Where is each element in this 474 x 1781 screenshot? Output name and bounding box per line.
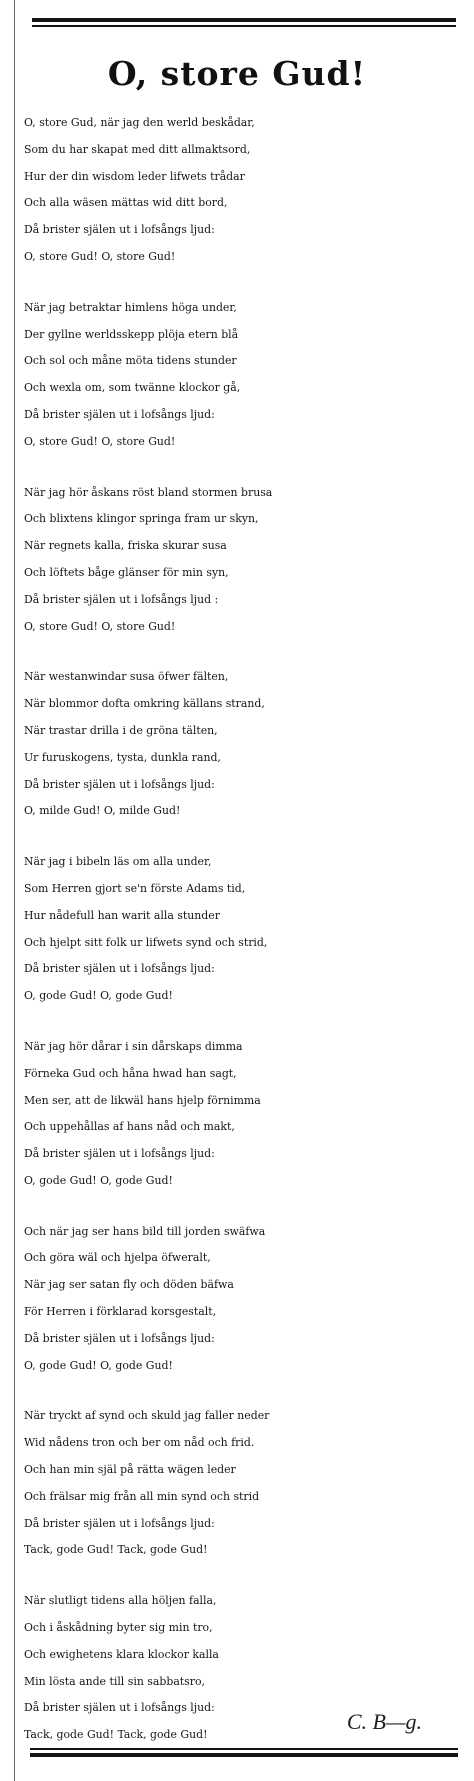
verse-line: Då brister själen ut i lofsångs ljud: xyxy=(24,777,215,791)
verse-line: Och uppehållas af hans nåd och makt, xyxy=(24,1120,235,1134)
verse-line: När jag hör dårar i sin dårskaps dimma xyxy=(24,1039,243,1053)
verse-line: Wid nådens tron och ber om nåd och frid. xyxy=(24,1436,255,1450)
column-rule xyxy=(14,0,15,1781)
verse-line: Der gyllne werldsskepp plöja etern blå xyxy=(24,327,239,341)
refrain-line: O, gode Gud! O, gode Gud! xyxy=(24,1358,173,1372)
verse-line: Och hjelpt sitt folk ur lifwets synd och strid, xyxy=(24,935,268,949)
verse-line: Då brister själen ut i lofsångs ljud : xyxy=(24,592,219,606)
verse-line: Då brister själen ut i lofsångs ljud: xyxy=(24,1147,215,1161)
stanza xyxy=(24,849,470,1010)
verse-line: När westanwindar susa öfwer fälten, xyxy=(24,670,229,684)
verse-line: Då brister själen ut i lofsångs ljud: xyxy=(24,1516,215,1530)
refrain-line: Tack, gode Gud! Tack, gode Gud! xyxy=(24,1728,208,1742)
verse-line: Och alla wäsen mättas wid ditt bord, xyxy=(24,196,228,210)
verse-line: När jag i bibeln läs om alla under, xyxy=(24,855,212,869)
verse-line: När jag betraktar himlens höga under, xyxy=(24,300,237,314)
verse-line: När slutligt tidens alla höljen falla, xyxy=(24,1594,217,1608)
verse-line: Men ser, att de likwäl hans hjelp förnimma xyxy=(24,1093,261,1107)
verse-line: Hur der din wisdom leder lifwets trådar xyxy=(24,169,245,183)
stanza xyxy=(24,664,470,825)
author-signature: C. B—g. xyxy=(346,1709,422,1734)
verse-line: När regnets kalla, friska skurar susa xyxy=(24,539,227,553)
refrain-line: O, store Gud! O, store Gud! xyxy=(24,434,176,448)
stanza xyxy=(24,110,470,271)
verse-line: Ur furuskogens, tysta, dunkla rand, xyxy=(24,750,221,764)
verse-line: Och blixtens klingor springa fram ur skyn, xyxy=(24,512,259,526)
refrain-line: O, store Gud! O, store Gud! xyxy=(24,249,176,263)
verse-line: När tryckt af synd och skuld jag faller neder xyxy=(24,1409,270,1423)
refrain-line: O, gode Gud! O, gode Gud! xyxy=(24,1173,173,1187)
verse-line: Då brister själen ut i lofsångs ljud: xyxy=(24,407,215,421)
refrain-line: O, milde Gud! O, milde Gud! xyxy=(24,804,181,818)
refrain-line: Tack, gode Gud! Tack, gode Gud! xyxy=(24,1543,208,1557)
top-double-rule xyxy=(32,18,456,27)
verse-line: Och löftets båge glänser för min syn, xyxy=(24,565,229,579)
refrain-line: O, gode Gud! O, gode Gud! xyxy=(24,989,173,1003)
verse-line: Och i åskådning byter sig min tro, xyxy=(24,1621,213,1635)
stanza xyxy=(24,1034,470,1195)
poem-title: O, store Gud! xyxy=(107,54,367,93)
verse-line: När jag hör åskans röst bland stormen brusa xyxy=(24,485,273,499)
verse-line: Och han min själ på rätta wägen leder xyxy=(24,1463,236,1477)
verse-line: O, store Gud, när jag den werld beskådar, xyxy=(24,116,255,129)
verse-line: Hur nådefull han warit alla stunder xyxy=(24,908,220,922)
verse-line: Och göra wäl och hjelpa öfweralt, xyxy=(24,1251,211,1265)
verse-line: Min lösta ande till sin sabbatsro, xyxy=(24,1674,205,1688)
stanza xyxy=(24,480,470,641)
stanza xyxy=(24,1403,470,1564)
verse-line: När trastar drilla i de gröna tälten, xyxy=(24,723,218,737)
verse-line: Då brister själen ut i lofsångs ljud: xyxy=(24,962,215,976)
bottom-double-rule xyxy=(30,1748,458,1757)
verse-line: Och sol och måne möta tidens stunder xyxy=(24,354,237,368)
stanza xyxy=(24,1219,470,1380)
verse-line: När blommor dofta omkring källans strand, xyxy=(24,697,265,711)
verse-line: Och frälsar mig från all min synd och strid xyxy=(24,1489,260,1503)
refrain-line: O, store Gud! O, store Gud! xyxy=(24,619,176,633)
verse-line: För Herren i förklarad korsgestalt, xyxy=(24,1305,217,1319)
stanza xyxy=(24,295,470,456)
verse-line: Och ewighetens klara klockor kalla xyxy=(24,1647,219,1661)
verse-line: När jag ser satan fly och döden bäfwa xyxy=(24,1278,234,1292)
verse-line: Som Herren gjort se'n förste Adams tid, xyxy=(24,881,246,895)
poem-body xyxy=(24,110,470,1773)
verse-line: Och wexla om, som twänne klockor gå, xyxy=(24,381,241,395)
verse-line: Då brister själen ut i lofsångs ljud: xyxy=(24,1331,215,1345)
verse-line: Då brister själen ut i lofsångs ljud: xyxy=(24,223,215,237)
verse-line: Då brister själen ut i lofsångs ljud: xyxy=(24,1701,215,1715)
verse-line: Som du har skapat med ditt allmaktsord, xyxy=(24,142,251,156)
verse-line: Och när jag ser hans bild till jorden swäfwa xyxy=(24,1224,266,1238)
verse-line: Förneka Gud och håna hwad han sagt, xyxy=(24,1066,237,1080)
